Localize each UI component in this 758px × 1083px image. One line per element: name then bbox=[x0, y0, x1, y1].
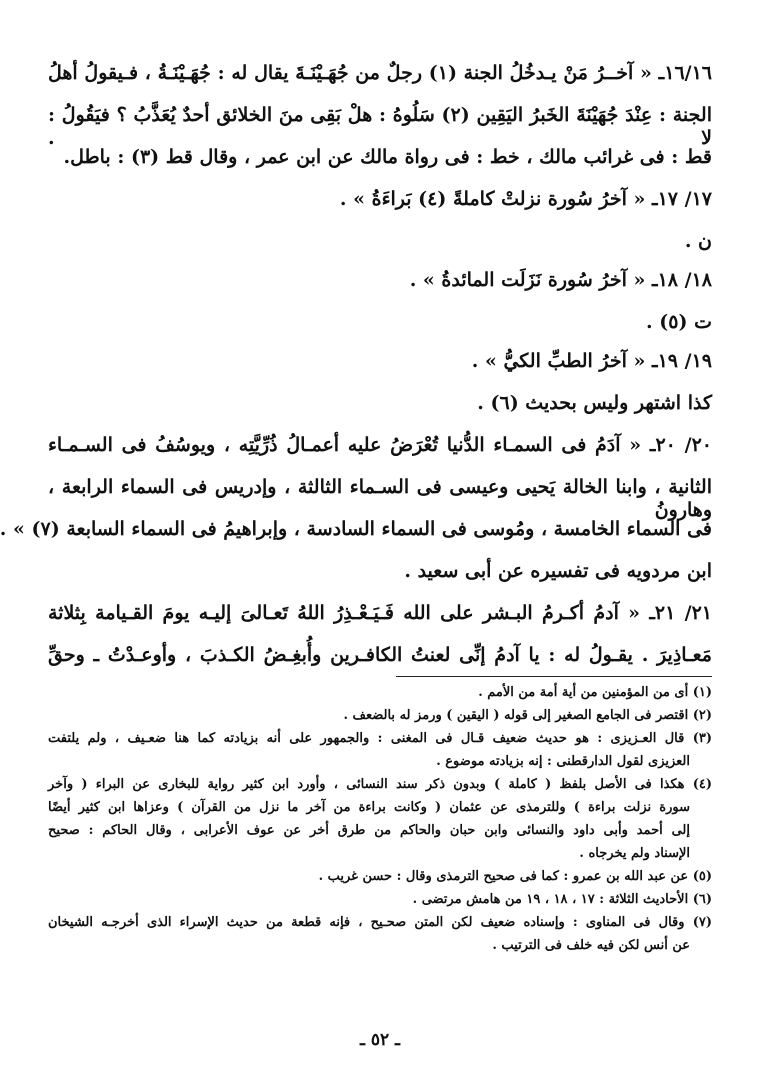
footnote-3-line-2: العزيزى لقول الدارقطنى : إنه بزيادته موضوع . bbox=[436, 754, 690, 769]
hadith-20-line-2: الثانية ، وابنا الخالة يَحيى وعيسى فى السـماء الثالثة ، وإدريس فى السماء الرابعة ، وهارونُ bbox=[48, 476, 712, 521]
hadith-18-source: ت (٥) . bbox=[646, 311, 712, 333]
hadith-18-text: ١٨/ ١٨ـ « آخرُ سُورة نَزَلَت المائدةُ » . bbox=[409, 269, 712, 291]
footnote-4-line-4: الإسناد ولم يخرجاه . bbox=[579, 846, 690, 861]
hadith-21-line-1: ٢١/ ٢١ـ « آدمُ أكـرمُ البـشر على الله فَـيَـعْـذِرُ اللهُ تَعـالىَ إليـه يومَ القـيامة بِثلاثة bbox=[48, 602, 712, 624]
footnotes bbox=[48, 684, 712, 960]
hadith-19-source: كذا اشتهر وليس بحديث (٦) . bbox=[477, 392, 712, 414]
page bbox=[2, 0, 758, 1083]
hadith-17-source: ن . bbox=[684, 230, 712, 252]
hadith-17-text: ١٧/ ١٧ـ « آخرُ سُورة نزلتْ كاملةً (٤) بَراءَةُ » . bbox=[339, 188, 712, 210]
footnote-6: (٦) الأحاديث الثلاثة : ١٧ ، ١٨ ، ١٩ من هامش مرتضى . bbox=[412, 892, 712, 907]
footnote-7-line-1: (٧) وقال فى المناوى : وإسناده ضعيف لكن المتن صحـيح ، فإنه قطعة من حديث الإسراء الذى أخرجـه الشيخان bbox=[48, 915, 712, 930]
hadith-19-text: ١٩/ ١٩ـ « آخرُ الطبِّ الكيُّ » . bbox=[471, 350, 712, 372]
main-text bbox=[0, 62, 712, 686]
footnote-3-line-1: (٣) قال العـزيزى : هو حديث ضعيف قـال فى المغنى : والجمهور على أنه بزيادته كما هنا ضعـيف ، ولم يلتفت bbox=[48, 731, 712, 746]
footnote-7-line-2: عن أنس لكن فيه خلف فى الترتيب . bbox=[492, 938, 690, 953]
hadith-16-source: قط : فى غرائب مالك ، خط : فى رواة مالك عن ابن عمر ، وقال قط (٣) : باطل. bbox=[63, 146, 712, 168]
footnote-1: (١) أى من المؤمنين من أية أمة من الأمم . bbox=[478, 685, 712, 700]
footnote-2: (٢) اقتصر فى الجامع الصغير إلى قوله ( اليقين ) ورمز له بالضعف . bbox=[343, 708, 712, 723]
hadith-20-source: ابن مردويه فى تفسيره عن أبى سعيد . bbox=[404, 560, 712, 582]
footnote-5: (٥) عن عبد الله بن عمرو : كما فى صحيح الترمذى وقال : حسن غريب . bbox=[318, 869, 712, 884]
hadith-16-line-1: ١٦/١٦ـ « آخــرُ مَنْ يـدخُلُ الجنة (١) رجلٌ من جُهَـيْنَـةَ يقال له : جُهَـيْنَـةُ ، فـيقولُ أهلُ bbox=[48, 62, 712, 84]
page-number: ـ ٥٢ ـ bbox=[359, 1030, 401, 1050]
footnote-4-line-1: (٤) هكذا فى الأصل بلفظ ( كاملة ) وبدون ذكر سند النسائى ، وأورد ابن كثير رواية للبخارى عن البراء ( وآخر bbox=[48, 777, 712, 792]
hadith-20-line-3: فى السماء الخامسة ، ومُوسى فى السماء السادسة ، وإبراهيمُ فى السماء السابعة (٧) » . bbox=[0, 518, 712, 540]
footnote-4-line-3: إلى أحمد وأبى داود والنسائى وابن حبان والحاكم من طرق أخر عن عوف الأعرابى ، وقال الحاكم : صحيح bbox=[48, 823, 690, 838]
footnote-divider bbox=[396, 676, 712, 677]
footnote-4-line-2: سورة نزلت براءة ) وللترمذى عن عثمان ( وكانت براءة من آخر ما نزل من القرآن ) وعزاها ابن كثير أيضًا bbox=[48, 800, 690, 815]
hadith-16-line-2: الجنة : عِنْدَ جُهَيْنَةَ الخَبرُ اليَقِين (٢) سَلُوهُ : هلْ بَقِى منَ الخلائق أحدٌ يُعَذَّبُ ؟ فيَقُولُ : لا . bbox=[48, 104, 712, 149]
hadith-20-line-1: ٢٠/ ٢٠ـ « آدَمُ فى السمـاء الدُّنيا تُعْرَضُ عليه أعمـالُ ذُرِّيَّتِه ، ويوسُفُ فى السـمـاء bbox=[48, 434, 712, 456]
hadith-21-line-2: مَعـاذِيرَ . يقـولُ له : يا آدمُ إنِّى لعنتُ الكافـرين وأُبغِـضُ الكـذبَ ، وأوعـدْتُ ـ وحقِّ bbox=[48, 644, 712, 666]
